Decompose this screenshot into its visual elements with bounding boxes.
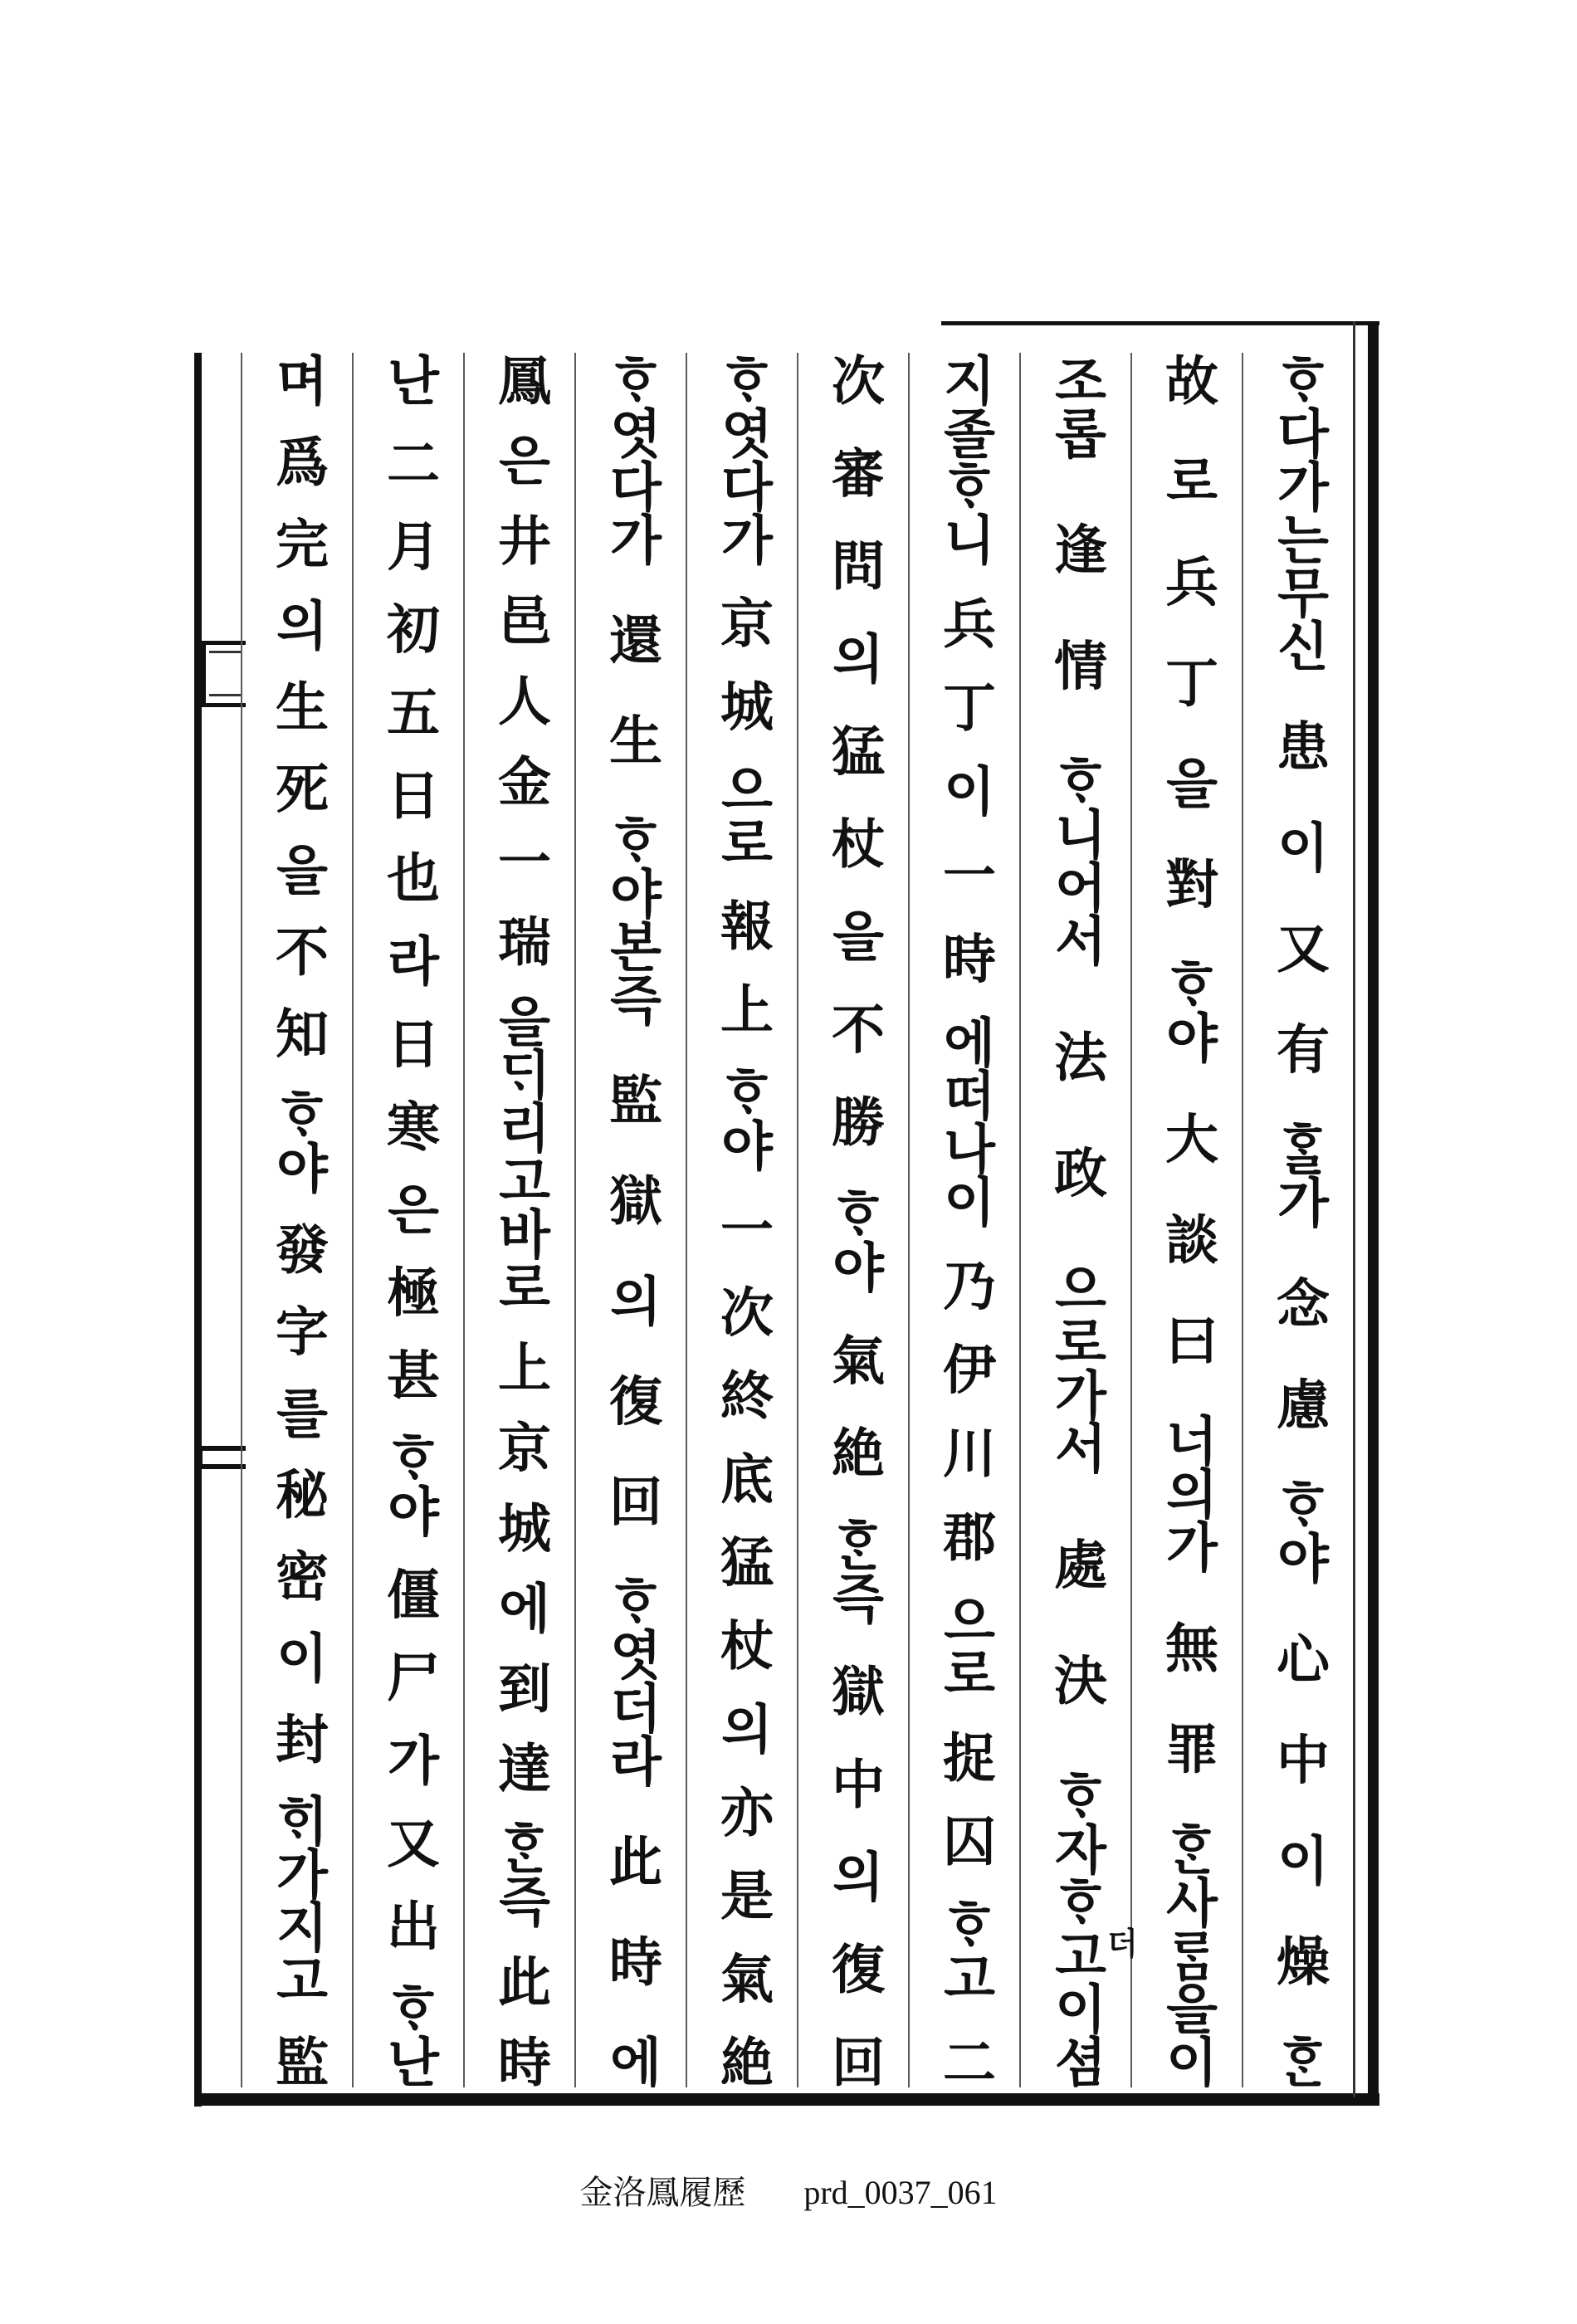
text-column: ᄒᆞ엿다가京城으로報上ᄒᆞ야一次終底猛杖의亦是氣絶 xyxy=(686,353,797,2087)
caption xyxy=(0,2173,1577,2213)
text-column: 며爲完의生死을不知ᄒᆞ야發字를秘密이封ᄒᆡ가지고監 xyxy=(241,353,352,2087)
frame-right-inner-rule xyxy=(1353,321,1355,2097)
frame-bottom-rule xyxy=(194,2093,1379,2106)
text-column: 故로兵丁을對ᄒᆞ야大談曰너의가無罪ᄒᆞᆫ사ᄅᆞᆷ을이 xyxy=(1130,353,1242,2087)
text-column: 조롭逢情ᄒᆞ니어서法政으로가서處決ᄒᆞ자ᄒᆞ고이셤 xyxy=(1019,353,1130,2087)
frame-right-outer-rule xyxy=(1368,321,1379,2106)
text-column: 난二月初五日也라日寒은極甚ᄒᆞ야僵尸가又出ᄒᆞ난 xyxy=(352,353,463,2087)
text-columns xyxy=(241,353,1353,2087)
frame-left-rule xyxy=(194,353,202,2107)
text-column: 지졸ᄒᆞ니兵丁이一時에떠나이乃伊川郡으로捉囚ᄒᆞ고二 xyxy=(908,353,1019,2087)
interlinear-note: 더 xyxy=(1107,1926,1138,1962)
text-column: ᄒᆞ엿다가還生ᄒᆞ야본즉監獄의復回ᄒᆞ엿더라此時에 xyxy=(574,353,686,2087)
text-column: 次審問의猛杖을不勝ᄒᆞ야氣絶ᄒᆞᆫ즉獄中의復回 xyxy=(797,353,908,2087)
text-column: ᄒᆞ다가는무신患이又有ᄒᆞᆯ가念慮ᄒᆞ야心中이燥ᄒᆞᆫ xyxy=(1242,353,1353,2087)
caption-title: 金洛鳳履歷 xyxy=(579,2174,746,2211)
text-column: 鳳은井邑人金一瑞을ᄃᆡ리고바로上京城에到達ᄒᆞᆫ즉此時 xyxy=(463,353,574,2087)
frame-top-rule xyxy=(941,321,1379,325)
caption-id: prd_0037_061 xyxy=(803,2174,998,2211)
